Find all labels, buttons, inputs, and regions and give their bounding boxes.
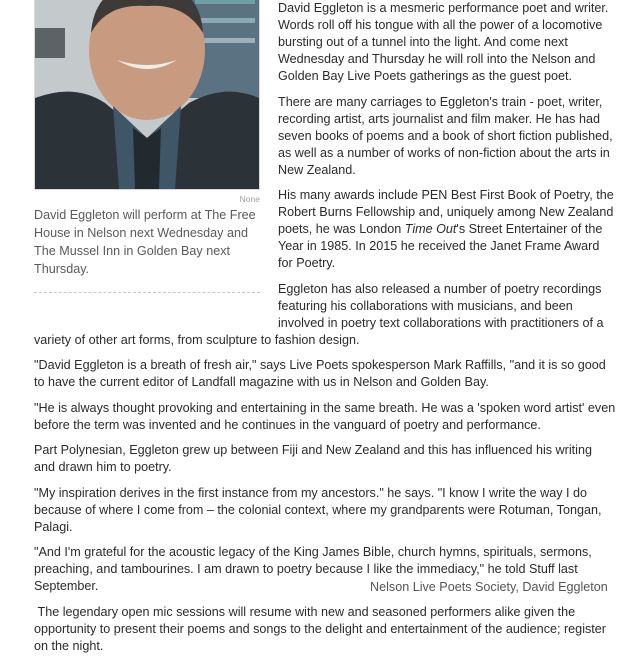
photo-credit: None <box>239 194 260 204</box>
paragraph-7: Part Polynesian, Eggleton grew up between Fiji and New Zealand and this has influenced his writing and drawn him to poetry. <box>34 443 592 474</box>
paragraph-8: "My inspiration derives in the first instance from my ancestors." he says. "I know I write the way I do because of where I come from – the colonial context, where my grandparents were Rotuman, Tongan, Palagi. <box>34 485 602 534</box>
portrait-image <box>35 0 259 189</box>
paragraph-4: Eggleton has also released a number of poetry recordings featuring his collaborations with musicians, and been involved in poetry text collaborations with practitioners of a variety of other art forms, from sculpture to fashion design. <box>34 281 604 347</box>
paragraph-3-after: 's Street Entertainer of the Year in 1985. In 2015 he received the Janet Frame Award for Poetry. <box>278 222 603 270</box>
paragraph-6: "He is always thought provoking and entertaining in the same breath. He was a 'spoken word artist' even before the term was invented and he continues in the vanguard of poetry and performance. <box>34 400 616 432</box>
paragraph-2: There are many carriages to Eggleton's train - poet, writer, recording artist, arts journalist and film maker. He has had seven books of poems and a book of short fiction published, as well as a number of works of non-fiction about the arts in New Zealand. <box>278 94 613 177</box>
article-figure <box>34 0 260 293</box>
paragraph-5: "David Eggleton is a breath of fresh air," says Live Poets spokesperson Mark Raffills, "and it is so good to have the current editor of Landfall magazine with us in Nelson and Golden Bay. <box>34 358 606 389</box>
article-byline: Nelson Live Poets Society, David Eggleton <box>370 580 608 594</box>
paragraph-9: "And I'm grateful for the acoustic legacy of the King James Bible, church hymns, spirituals, sermons, preaching, and tambourines. I am drawn to poetry because I like the immediacy," he told Stuff last September. <box>34 545 592 593</box>
portrait-photo <box>34 0 260 190</box>
photo-caption: David Eggleton will perform at The Free House in Nelson next Wednesday and The Mussel Inn in Golden Bay next Thursday. <box>34 206 260 293</box>
paragraph-3-before: His many awards include PEN Best First Book of Poetry, the Robert Burns Fellowship and, uniquely among New Zealand poets, he was London <box>278 188 614 236</box>
article-body <box>34 0 616 663</box>
paragraph-1: David Eggleton is a mesmeric performance poet and writer. Words roll off his tongue with all the power of a locomotive bursting out of a tunnel into the light. And come next Wednesday and Thursday he will roll into the Nelson and Golden Bay Live Poets gatherings as the guest poet. <box>278 1 609 83</box>
paragraph-10: The legendary open mic sessions will resume with new and seasoned performers alike given the opportunity to present their poems and songs to the delight and entertainment of the audience; register on the night. <box>34 604 610 653</box>
publication-name: Time Out <box>404 222 457 236</box>
